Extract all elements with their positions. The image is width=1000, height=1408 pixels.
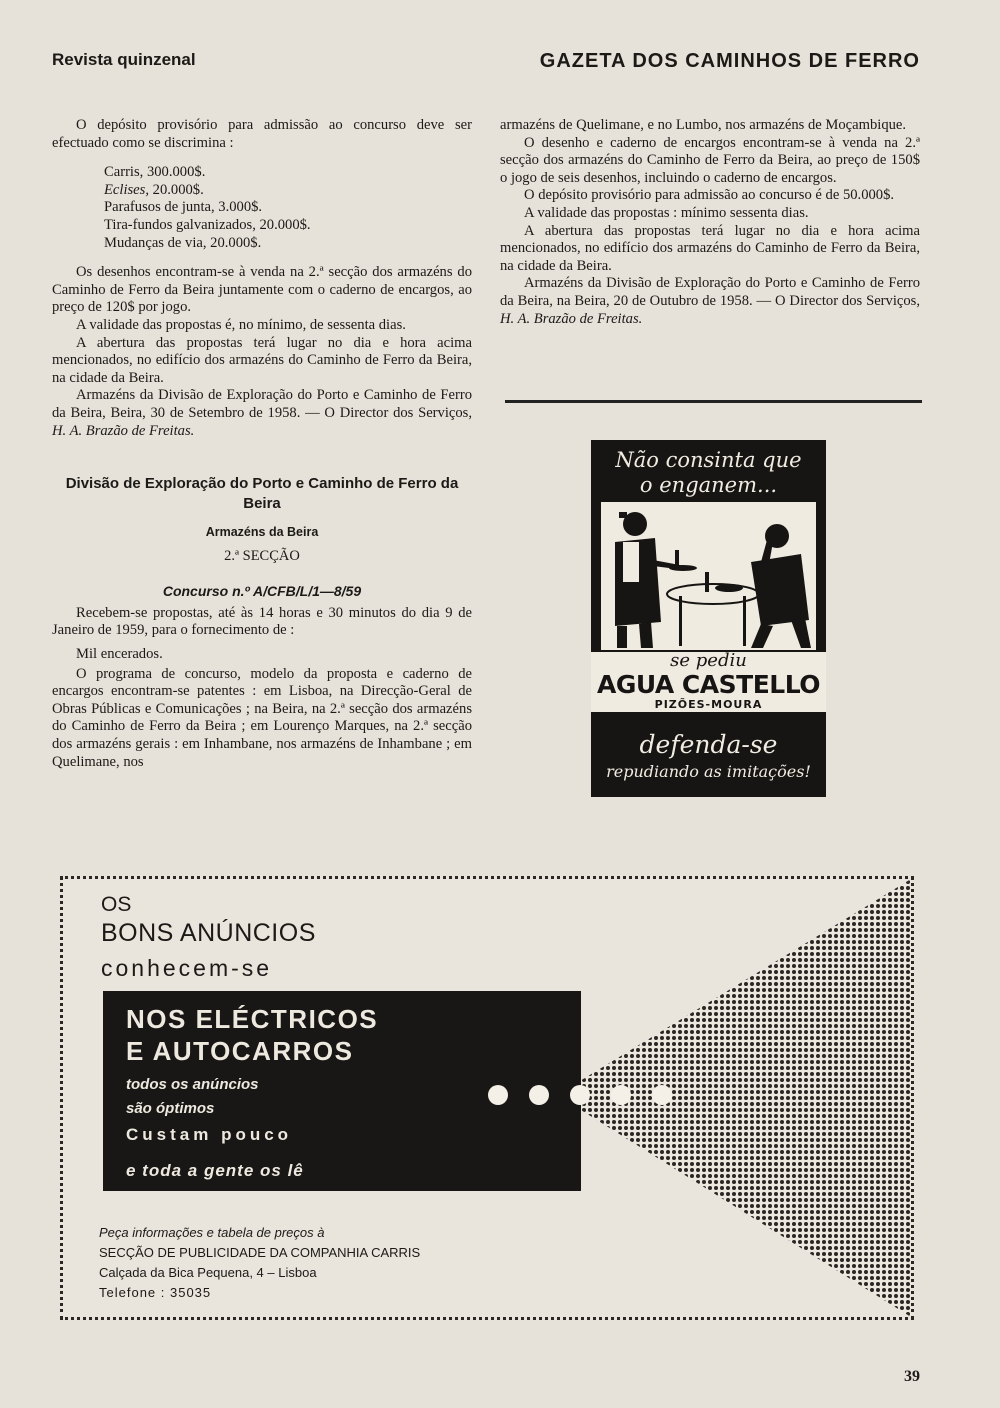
paragraph: O desenho e caderno de encargos encontram-se à venda na 2.ª secção dos armazéns do Caminho de Ferro da Beira, ao preço de 150$ o jogo de seis desenhos, incluindo o caderno de encargos. xyxy=(500,134,920,186)
section-subtitle: Armazéns da Beira xyxy=(205,525,319,540)
journal-subtitle: Revista quinzenal xyxy=(52,50,196,69)
journal-title: GAZETA DOS CAMINHOS DE FERRO xyxy=(539,50,920,72)
paragraph: Mil encerados. xyxy=(76,646,163,663)
concurso-heading: Concurso n.º A/CFB/L/1—8/59 xyxy=(162,583,362,600)
list-item: Carris, 300.000$. xyxy=(104,164,206,181)
ad-slogan-sub: repudiando as imitações! xyxy=(606,762,811,781)
carris-ad xyxy=(60,876,914,1320)
decorative-dot xyxy=(652,1085,672,1105)
ad-contact-info: Peça informações e tabela de preços à SECÇÃO DE PUBLICIDADE DA COMPANHIA CARRIS Calçada da Bica Pequena, 4 – Lisboa Telefone : 35035 xyxy=(99,1225,421,1300)
decorative-dot xyxy=(611,1085,631,1105)
ad-line-conhecem: conhecem-se xyxy=(101,955,273,981)
paragraph: Os desenhos encontram-se à venda na 2.ª secção dos armazéns do Caminho de Ferro da Beira juntamente com o caderno de encargos, ao preço de 120$ por jogo. xyxy=(52,264,472,316)
ad-headline: NOS ELÉCTRICOS E AUTOCARROS xyxy=(126,1004,379,1066)
paragraph: armazéns de Quelimane, e no Lumbo, nos armazéns de Moçambique. xyxy=(500,117,907,133)
list-item: Eclises, 20.000$. xyxy=(104,181,204,198)
ad-toda: e toda a gente os lê xyxy=(126,1161,304,1180)
section-title: Divisão de Exploração do Porto e Caminho de Ferro da Beira xyxy=(65,475,459,513)
paragraph: A abertura das propostas terá lugar no dia e hora acima mencionados, no edifício dos armazéns do Caminho de Ferro da Beira, na cidade da Beira. xyxy=(500,222,920,274)
paragraph: Recebem-se propostas, até às 14 horas e 30 minutos do dia 9 de Janeiro de 1959, para o fornecimento de : xyxy=(52,604,472,639)
ad-place: PIZÕES-MOURA xyxy=(654,698,763,711)
paragraph: Armazéns da Divisão de Exploração do Porto e Caminho de Ferro da Beira, Beira, 30 de Setembro de 1958. — O Director dos Serviços, H. A. Brazão de Freitas. xyxy=(52,387,472,439)
ad-custam: Custam pouco xyxy=(126,1125,293,1144)
ad-subline: todos os anúncios são óptimos xyxy=(126,1076,259,1117)
page-number: 39 xyxy=(904,1368,920,1385)
paragraph: A validade das propostas : mínimo sessenta dias. xyxy=(524,204,809,221)
ad-brand: AGUA CASTELLO xyxy=(596,670,820,699)
ad-headline: Não consinta que o enganem... xyxy=(615,448,802,497)
list-item: Mudanças de via, 20.000$. xyxy=(104,234,262,251)
decorative-dot xyxy=(488,1085,508,1105)
paragraph: A abertura das propostas terá lugar no dia e hora acima mencionados, no edifício dos armazéns do Caminho de Ferro da Beira, na cidade da Beira. xyxy=(52,334,472,386)
ad-tagline: se pediu xyxy=(670,650,747,671)
list-item: Parafusos de junta, 3.000$. xyxy=(104,199,263,216)
paragraph: O depósito provisório para admissão ao concurso deve ser efectuado como se discrimina : xyxy=(52,117,472,151)
deposit-list xyxy=(104,164,472,252)
ad-line-bons: BONS ANÚNCIOS xyxy=(101,919,316,947)
ad-slogan: defenda-se xyxy=(639,730,778,759)
right-column xyxy=(500,117,920,328)
left-column xyxy=(52,117,472,771)
section-label: 2.ª SECÇÃO xyxy=(224,547,300,564)
paragraph: Armazéns da Divisão de Exploração do Porto e Caminho de Ferro da Beira, na Beira, 20 de Outubro de 1958. — O Director dos Serviços, H. A. Brazão de Freitas. xyxy=(500,275,920,327)
waiter-scene-illustration xyxy=(601,502,816,650)
paragraph: A validade das propostas é, no mínimo, de sessenta dias. xyxy=(76,316,406,333)
ad-line-os: OS xyxy=(101,893,132,916)
decorative-dot xyxy=(529,1085,549,1105)
paragraph: O depósito provisório para admissão ao concurso é de 50.000$. xyxy=(524,187,895,204)
list-item: Tira-fundos galvanizados, 20.000$. xyxy=(104,216,311,233)
ad-black-panel xyxy=(103,991,581,1191)
agua-castello-ad xyxy=(591,440,826,797)
column-divider xyxy=(505,400,922,403)
paragraph: O programa de concurso, modelo da proposta e caderno de encargos encontram-se patentes : em Lisboa, na Direcção-Geral de Obras Públicas e Comunicações ; na Beira, na 2.ª secção dos armazéns do Caminho de Ferro da Beira ; em Lourenço Marques, na 2.ª secção dos armazéns gerais : em Inhambane, nos armazéns de Inhambane ; em Quelimane, nos xyxy=(52,665,472,770)
decorative-dot xyxy=(570,1085,590,1105)
